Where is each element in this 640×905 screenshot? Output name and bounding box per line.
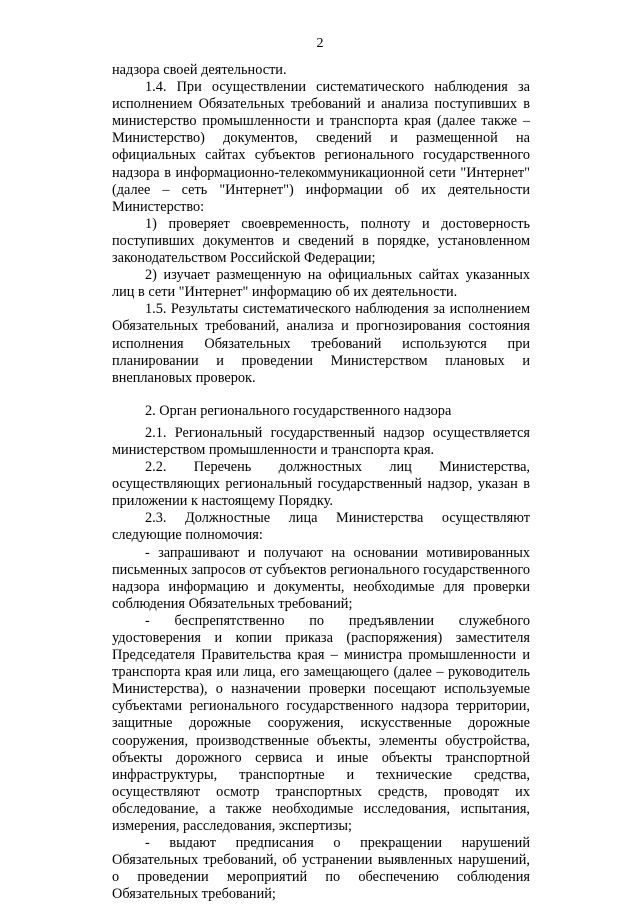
section-heading-2: 2. Орган регионального государственного надзора: [145, 402, 452, 419]
list-item-2: 2) изучает размещенную на официальных сайтах указанных лиц в сети "Интернет" информацию об их деятельности.: [112, 267, 530, 301]
authority-item-3: - выдают предписания о прекращении нарушений Обязательных требований, об устранении выявленных нарушений, о проведении мероприятий по обеспечению соблюдения Обязательных требований;: [112, 835, 530, 903]
paragraph-2-1: 2.1. Региональный государственный надзор осуществляется министерством промышленности и транспорта края.: [112, 424, 530, 458]
paragraph-1-4: 1.4. При осуществлении систематического наблюдения за исполнением Обязательных требований и анализа поступивших в министерство промышленности и транспорта края (далее также – Министерство) документов, сведений и размещенной на официальных сайтах субъектов регионального государственного надзора в информационно-телекоммуникационной сети "Интернет" (далее – сеть "Интернет") информации об их деятельности Министерство:: [112, 79, 530, 215]
authority-item-2: - беспрепятственно по предъявлении служебного удостоверения и копии приказа (распоряжения) заместителя Председателя Правительства края – министра промышленности и транспорта края или лица, его замещающего (далее – руководитель Министерства), о назначении проверки посещают используемые субъектами регионального государственного надзора территории, защитные дорожные сооружения, искусственные дорожные сооружения, производственные объекты, элементы обустройства, объекты дорожного сервиса и иные объекты транспортной инфраструктуры, транспортные и технические средства, осуществляют осмотр транспортных средств, проводят их обследование, а также необходимые исследования, испытания, измерения, расследования, экспертизы;: [112, 612, 530, 835]
document-body: [112, 62, 530, 904]
paragraph-2-2: 2.2. Перечень должностных лиц Министерства, осуществляющих региональный государственный надзор, указан в приложении к настоящему Порядку.: [112, 459, 530, 510]
paragraph-2-3: 2.3. Должностные лица Министерства осуществляют следующие полномочия:: [112, 510, 530, 544]
paragraph-1-5: 1.5. Результаты систематического наблюдения за исполнением Обязательных требований, анализа и прогнозирования состояния исполнения Обязательных требований используются при планировании и проведении Министерством плановых и внеплановых проверок.: [112, 301, 530, 386]
paragraph-continuation: надзора своей деятельности.: [112, 62, 287, 78]
page-number: 2: [316, 36, 324, 51]
list-item-1: 1) проверяет своевременность, полноту и достоверность поступивших документов и сведений в порядке, установленном законодательством Российской Федерации;: [112, 215, 530, 267]
authority-item-1: - запрашивают и получают на основании мотивированных письменных запросов от субъектов регионального государственного надзора информацию и документы, необходимые для проверки соблюдения Обязательных требований;: [112, 544, 530, 612]
